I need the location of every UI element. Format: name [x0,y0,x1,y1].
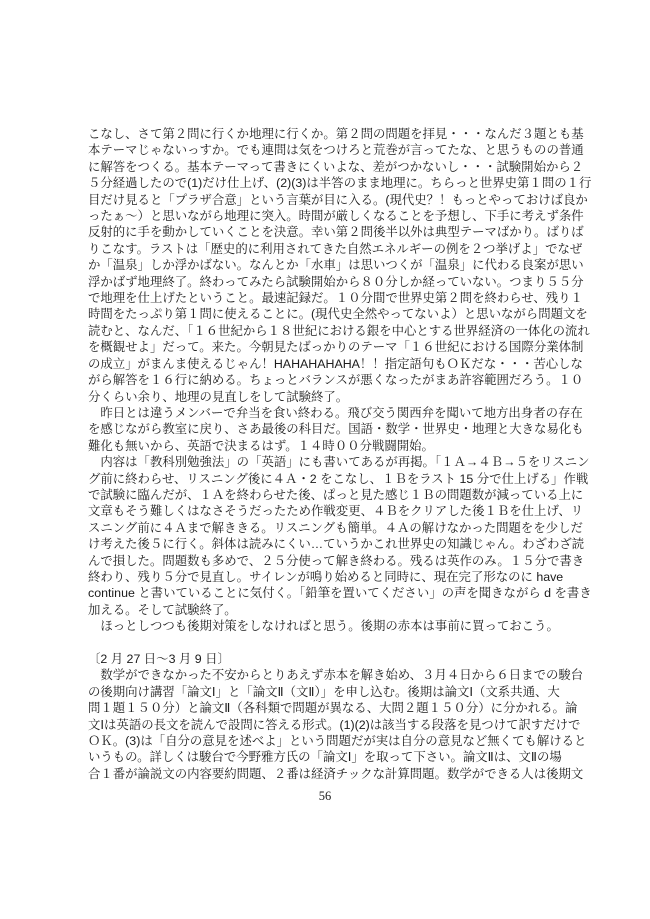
text-line: で地理を仕上げたということ。最速記録だ。１０分間で世界史第２問を終わらせ、残り１ [88,291,583,306]
text-line: け考えた後５に行く。斜体は読みにくい…ていうかこれ世界史の知識じゃん。わざわざ読 [88,537,585,552]
text-line: 本テーマじゃないっすか。でも連問は気をつけろと荒巻が言ってたな、と思うものの普通 [88,143,584,158]
text-line: の後期向け講習「論文Ⅰ」と「論文Ⅱ（文Ⅱ）」を申し込む。後期は論文Ⅰ（文系共通、大 [88,684,560,699]
text-line: 問１題１５０分）と論文Ⅱ（各科類で問題が異なる、大問２題１５０分）に分かれる。論 [88,701,578,716]
text-line: に解答をつくる。基本テーマって書きにくいよな、差がつかないし・・・試験開始から２ [88,159,584,174]
text-line: を感じながら教室に戻り、さあ最後の科目だ。国語・数学・世界史・地理と大きな易化も [88,422,584,437]
text-line: 合１番が論説文の内容要約問題、２番は経済チックな計算問題。数学ができる人は後期文 [88,766,584,781]
text-line: 分くらい余り、地理の見直しをして試験終了。 [88,389,349,404]
text-line: 〔2 月 27 日～3 月 9 日〕 [88,652,230,666]
text-line: 内容は「教科別勉強法」の「英語」にも書いてあるが再掲。「１Ａ→４Ｂ→５をリスニン [88,455,590,470]
text-line: りこなす。ラストは「歴史的に利用されてきた自然エネルギーの例を２つ挙げよ」でなぜ [88,241,583,256]
text-line: がら解答を１６行に納める。ちょっとバランスが悪くなったがまあ許容範囲だろう。１０ [88,373,584,388]
text-line: 目だけ見ると「プラザ合意」という言葉が目に入る。(現代史？！もっとやっておけば良か [88,192,588,207]
body-text [88,126,592,782]
text-line: 文Ⅰは英語の長文を読んで設問に答える形式。(1)(2)は該当する段落を見つけて訳すだけで [88,717,581,732]
text-line: こなし、さて第２問に行くか地理に行くか。第２問の問題を拝見・・・なんだ３題とも基 [88,127,584,141]
text-line: 終わり、残り５分で見直し。サイレンが鳴り始めると同時に、現在完了形なのに have [88,569,564,584]
blank-line [88,635,566,651]
text-line: 読むと、なんだ、「１６世紀から１８世紀における銀を中心とする世界経済の一体化の流れ [88,323,590,338]
text-line: ５分経過したので(1)だけ仕上げ、(2)(3)は半答のまま地理に。ちらっと世界史第１問の１行 [88,176,592,191]
text-line: いうもの。詳しくは駿台で今野雅方氏の「論文Ⅰ」を取って下さい。論文Ⅱは、文Ⅱの場 [88,750,562,765]
text-line: 浮かばず地理終了。終わってみたら試験開始から８０分しか経っていない。つまり５５分 [88,274,584,289]
text-line: ったぁ～）と思いながら地理に突入。時間が厳しくなることを予想し、下手に考えず条件 [88,209,584,224]
text-line: ＯＫ。(3)は「自分の意見を述べよ」という問題だが実は自分の意見など無くても解けると [88,734,587,749]
text-line: continue と書いていることに気付く。「鉛筆を置いてください」の声を聞きながら d を書き [88,586,592,601]
text-line: 昨日とは違うメンバーで弁当を食い終わる。飛び交う関西弁を聞いて地方出身者の存在 [88,405,583,420]
text-line: 反射的に手を動かしていくことを決意。幸い第２問後半以外は典型テーマばかり。ばりば [88,225,584,240]
text-line: で試験に臨んだが、１Ａを終わらせた後、ぱっと見た感じ１Ｂの問題数が減っている上に [88,487,584,502]
text-line: 時間をたっぷり第１問に使えることに。(現代史全然やってないよ）と思いながら問題文を [88,307,588,322]
text-line: の成立」がまんま使えるじゃん！HAHAHAHAHA！！指定語句もＯＫだな・・・苦心しな [88,356,583,371]
text-line: を概観せよ」だって。来た。今朝見たばっかりのテーマ「１６世紀における国際分業体制 [88,340,584,355]
text-line: ほっとしつつも後期対策をしなければと思う。後期の赤本は事前に買っておこう。 [88,619,559,634]
text-line: か「温泉」しか浮かばない。なんとか「水車」は思いつくが「温泉」に代わる良案が思い [88,258,584,273]
page-number: 56 [318,789,332,803]
text-line: んで損した。問題数も多めで、２５分使って解き終わる。残るは英作のみ。１５分で書き [88,553,585,568]
text-line: 数学ができなかった不安からとりあえず赤本を解き始め、３月４日から６日までの駿台 [88,668,584,683]
text-line: グ前に終わらせ、リスニング後に４Ａ・2 をこなし、１Ｂをラスト 15 分で仕上げる」作戦 [88,471,589,486]
text-line: 文章もそう難しくはなさそうだったため作戦変更、４Ｂをクリアした後１Ｂを仕上げ、リ [88,504,584,519]
text-line: 難化も無いから、英語で決まるはず。１４時００分戦闘開始。 [88,438,434,453]
text-line: スニング前に４Ａまで解ききる。リスニングも簡単。４Ａの解けなかった問題をを少しだ [88,520,583,535]
text-line: 加える。そして試験終了。 [88,602,237,617]
